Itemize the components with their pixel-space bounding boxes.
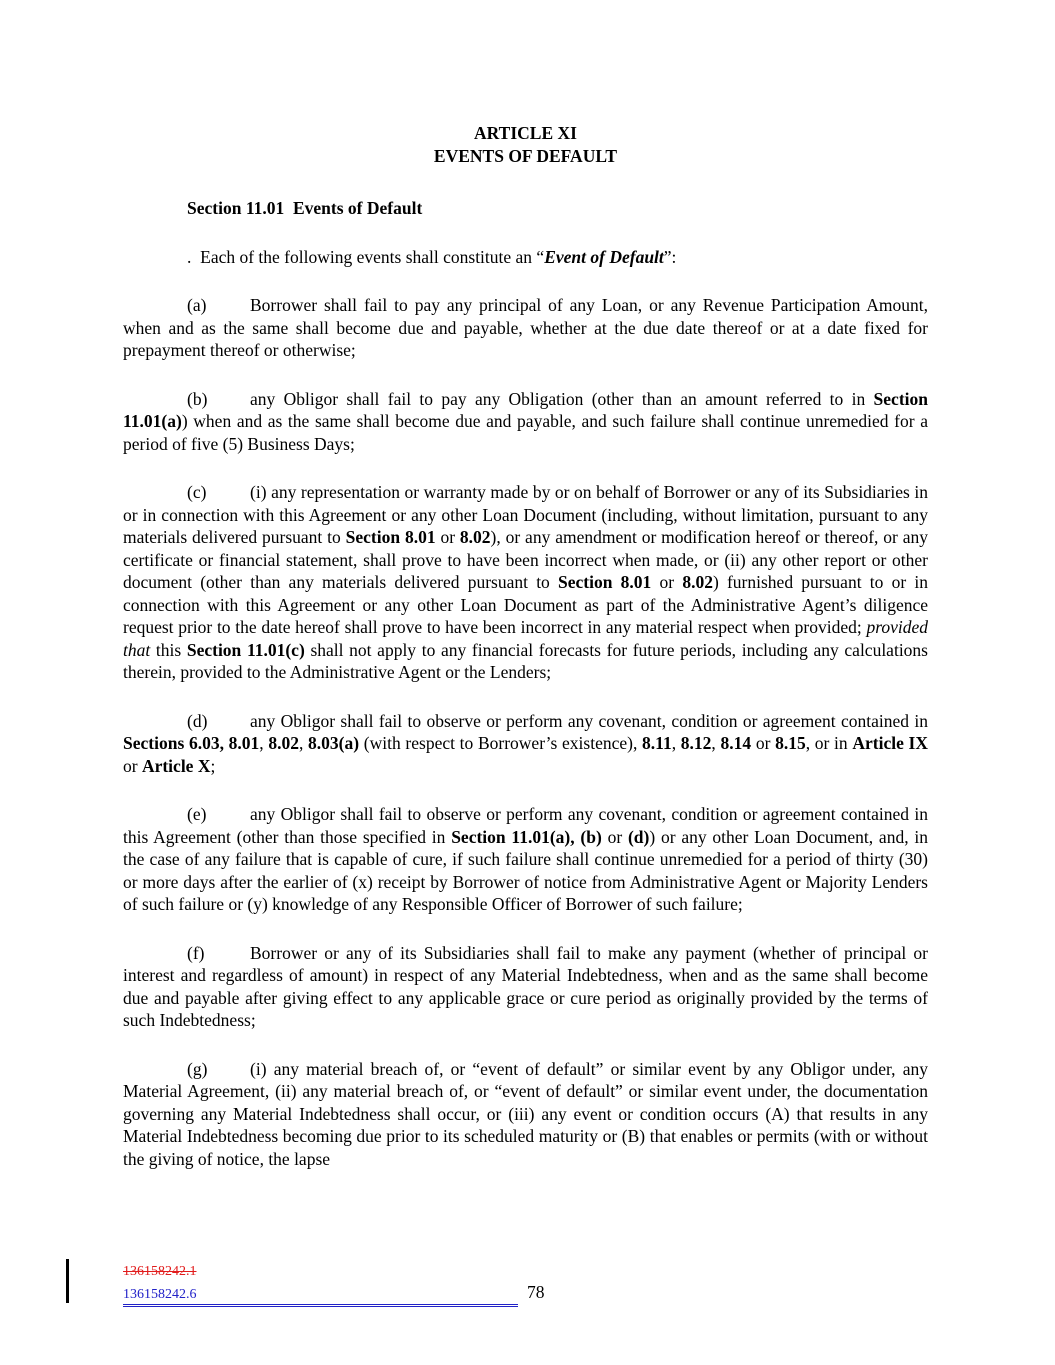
text-run: , [298, 733, 309, 753]
paragraph-g [123, 1058, 928, 1171]
text-run: , [671, 733, 681, 753]
paragraph-label: (d) [187, 710, 208, 731]
footer-line [123, 1284, 545, 1307]
text-run: provided that [123, 617, 928, 660]
text-run: (with respect to Borrower’s existence), [359, 733, 643, 753]
text-run: , [259, 733, 269, 753]
text-run: , [711, 733, 721, 753]
text-run: Article IX [852, 733, 929, 753]
text-run: ) or any other Loan Document, and, in the case of any failure that is capable of cure, if such failure shall continue unremedied for a period of thirty (30) or more days after the earlier of (x) receipt by Borrower of notice from Administrative Agent or Majority Lenders of such failure or (y) knowledge of any Responsible Officer of Borrower of such failure; [123, 826, 928, 914]
text-run: ”: [663, 246, 677, 267]
paragraph-label: (e) [187, 804, 207, 824]
paragraph-a [123, 294, 928, 362]
paragraph-intro [123, 246, 928, 269]
text-run: . Each of the following events shall constitute an “ [187, 246, 545, 267]
text-run: (d) [627, 826, 650, 847]
text-run: or [651, 572, 683, 592]
text-run: 8.02 [459, 527, 491, 547]
paragraph-e [123, 803, 928, 916]
section-heading: Section 11.01 Events of Default [187, 198, 423, 218]
text-run: ), or any amendment or modification hereof or thereof, or any certificate or financial statement, shall prove to have been incorrect when made, or (ii) any other report or other document (other than any materials delivered pursuant to [123, 527, 928, 592]
doc-number-inserted: 136158242.6 [123, 1287, 197, 1302]
text-run: any Obligor shall fail to pay any Obligation (other than an amount referred to in [250, 388, 874, 409]
paragraph-c [123, 481, 928, 684]
article-heading-line1: ARTICLE XI [474, 123, 577, 143]
change-bar [66, 1259, 69, 1303]
page-number: 78 [527, 1282, 545, 1302]
text-run: shall not apply to any financial forecasts for future periods, including any calculations therein, provided to the Administrative Agent or the Lenders; [123, 639, 928, 682]
text-run: (i) any representation or warranty made by or on behalf of Borrower or any of its Subsidiaries in or in connection with this Agreement or any other Loan Document (including, without limitation, pursuant to any materials delivered pursuant to [123, 482, 928, 547]
text-run: Sections 6.03, 8.01 [123, 733, 260, 753]
paragraph-label: (a) [187, 295, 207, 315]
document-content [123, 122, 928, 1170]
text-run: Section 11.01(a), (b) [451, 826, 602, 847]
text-run: or [435, 527, 460, 547]
text-run: , or in [805, 733, 853, 753]
text-run: ) when and as the same shall become due and payable, and such failure shall continue unremedied for a period of five (5) Business Days; [123, 411, 928, 454]
text-run: this [150, 639, 187, 660]
text-run: ; [210, 755, 216, 776]
text-run: any Obligor shall fail to observe or perform any covenant, condition or agreement contained in this Agreement (other than those specified in [123, 804, 928, 847]
text-run: 8.14 [720, 733, 752, 753]
text-run: 8.02 [682, 572, 713, 592]
text-run: Event of Default [544, 246, 664, 267]
paragraph-f [123, 942, 928, 1032]
text-run: or [123, 755, 142, 776]
text-run: 8.12 [680, 733, 712, 753]
text-run: Article X [141, 755, 211, 776]
text-run: or [601, 826, 628, 847]
text-run: Section 8.01 [558, 572, 652, 592]
text-run: or [751, 733, 776, 753]
text-run: Borrower or any of its Subsidiaries shall fail to make any payment (whether of principal or interest and regardless of amount) in respect of any Material Indebtedness, when and as the same shall become due and payable after giving effect to any applicable grace or cure period as originally provided by the terms of such Indebtedness; [123, 942, 928, 1030]
text-run: ) furnished pursuant to or in connection with this Agreement or any other Loan Document as part of the Administrative Agent’s diligence request prior to the date hereof shall prove to have been incorrect in any material respect when provided; [123, 572, 928, 637]
footer-underline [123, 1286, 518, 1307]
text-run: Section 11.01(a) [123, 388, 928, 431]
paragraph-label: (c) [187, 482, 207, 502]
paragraph-label: (b) [187, 388, 208, 409]
text-run: 8.11 [642, 733, 672, 753]
text-run: any Obligor shall fail to observe or perform any covenant, condition or agreement contained in [250, 710, 928, 731]
text-run: (i) any material breach of, or “event of default” or similar event by any Obligor under, any Material Agreement, (ii) any material breach of, or “event of default” or similar event under, the documentation governing any Material Indebtedness shall occur, or (iii) any event or condition occurs (A) that results in any Material Indebtedness becoming due prior to its scheduled maturity or (B) that enables or permits (with or without the giving of notice, the lapse [123, 1058, 928, 1169]
text-run: Borrower shall fail to pay any principal of any Loan, or any Revenue Participation Amount, when and as the same shall become due and payable, whether at the due date thereof or at a date fixed for prepayment thereof or otherwise; [123, 295, 928, 360]
footer [123, 1263, 545, 1307]
text-run: Section 11.01(c) [186, 639, 305, 660]
paragraph-b [123, 388, 928, 456]
paragraph-list [123, 246, 928, 1171]
doc-number-deleted: 136158242.1 [123, 1264, 197, 1279]
paragraph-label: (g) [187, 1058, 208, 1079]
paragraph-d [123, 710, 928, 778]
text-run: 8.03(a) [308, 733, 360, 753]
article-heading-line2: EVENTS OF DEFAULT [433, 145, 618, 166]
text-run: 8.15 [775, 733, 806, 753]
paragraph-label: (f) [187, 942, 205, 963]
text-run: Section 8.01 [345, 527, 436, 547]
article-heading [123, 122, 928, 167]
text-run: 8.02 [268, 733, 299, 753]
